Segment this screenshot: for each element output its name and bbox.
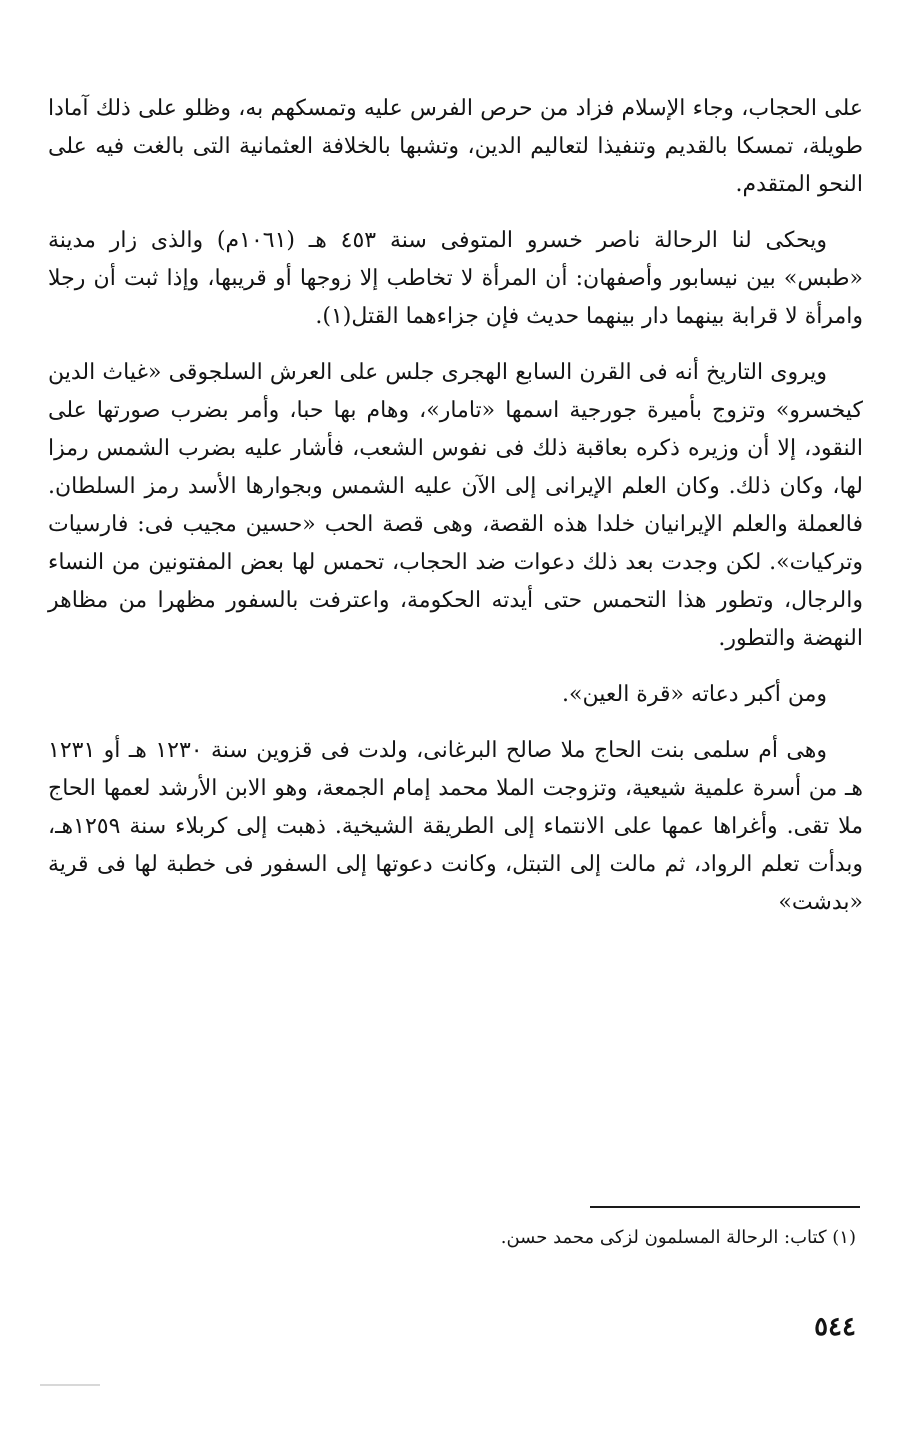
paragraph-seljuk-history: ويروى التاريخ أنه فى القرن السابع الهجرى جلس على العرش السلجوقى «غياث الدين كيخسرو» وتزوج بأميرة جورجية اسمها «تامار»، وهام بها حبا، وأمر بضرب صورتها على النقود، إلا أن وزيره ذكره بعاقبة ذلك فى نفوس الشعب، فأشار عليه بضرب الشمس رمزا لها، وكان ذلك. وكان العلم الإيرانى إلى الآن عليه الشمس وبجوارها الأسد رمز السلطان. فالعملة والعلم الإيرانيان خلدا هذه القصة، وهى قصة الحب «حسين مجيب فى: فارسيات وتركيات». لكن وجدت بعد ذلك دعوات ضد الحجاب، تحمس لها بعض المفتونين من النساء والرجال، وتطور هذا التحمس حتى أيدته الحكومة، واعترفت بالسفور مظهرا من مظاهر النهضة والتطور. [48,360,863,651]
footnote-divider [590,1206,860,1208]
paragraph-umm-salma: وهى أم سلمى بنت الحاج ملا صالح البرغانى، ولدت فى قزوين سنة ١٢٣٠ هـ أو ١٢٣١ هـ من أسرة علمية شيعية، وتزوجت الملا محمد إمام الجمعة، وهو الابن الأرشد لعمها الحاج ملا تقى. وأغراها عمها على الانتماء إلى الطريقة الشيخية. ذهبت إلى كربلاء سنة ١٢٥٩هـ، وبدأت تعلم الرواد، ثم مالت إلى التبتل، وكانت دعوتها إلى السفور فى خطبة لها فى قرية «بدشت» [48,738,863,915]
paragraph-nasir-khusraw: ويحكى لنا الرحالة ناصر خسرو المتوفى سنة ٤٥٣ هـ (١٠٦١م) والذى زار مدينة «طبس» بين نيسابور وأصفهان: أن المرأة لا تخاطب إلا زوجها أو قريبها، وإذا ثبت أن رجلا وامرأة لا قرابة بينهما دار بينهما حديث فإن جزاءهما القتل(١). [48,228,863,329]
page-number: ٥٤٤ [814,1312,856,1342]
footnote: (١) كتاب: الرحالة المسلمون لزكى محمد حسن. [500,1227,856,1248]
paragraph-hijab-persia: على الحجاب، وجاء الإسلام فزاد من حرص الفرس عليه وتمسكهم به، وظلو على ذلك آمادا طويلة، تمسكا بالقديم وتنفيذا لتعاليم الدين، وتشبها بالخلافة العثمانية التى بالغت فيه على النحو المتقدم. [48,96,863,197]
body-text [48,90,863,940]
paragraph-qurrat-al-ayn: ومن أكبر دعاته «قرة العين». [562,682,827,707]
scan-mark [40,1384,100,1386]
